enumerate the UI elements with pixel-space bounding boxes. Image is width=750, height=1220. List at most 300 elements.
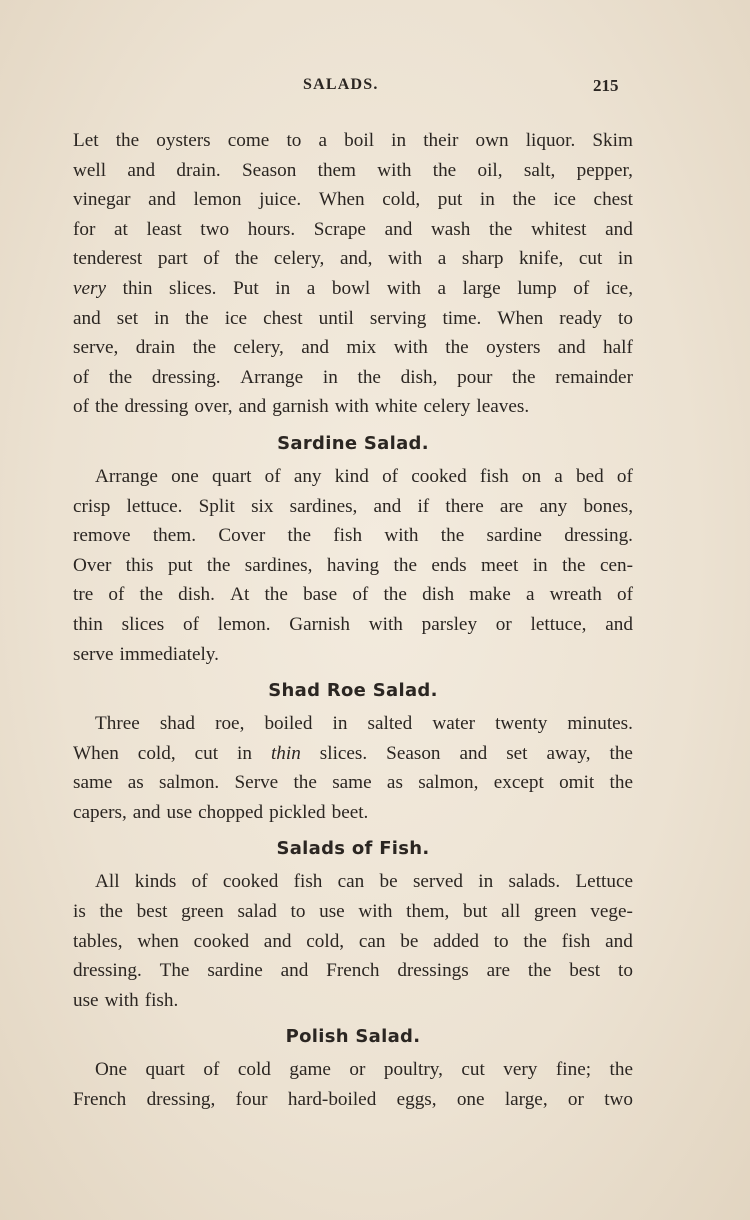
word: the	[527, 960, 552, 982]
word: as	[386, 772, 403, 794]
word: French	[73, 1089, 127, 1111]
text-line	[73, 709, 633, 739]
text-line	[73, 521, 633, 551]
word: dressing	[124, 396, 189, 418]
word: same	[332, 772, 372, 794]
word: chest	[263, 307, 303, 329]
section-heading-shad-roe-salad: Shad Roe Salad.	[268, 680, 438, 702]
word: come	[227, 130, 270, 151]
word: slices	[121, 613, 165, 635]
word: own	[475, 130, 509, 151]
word: fine;	[555, 1059, 592, 1081]
word: put	[437, 189, 463, 211]
word: having	[326, 554, 380, 576]
word: of	[203, 1059, 220, 1081]
word: juice.	[259, 189, 302, 211]
word: Lettuce	[575, 871, 633, 893]
text-line	[73, 610, 633, 640]
word: is	[73, 901, 86, 923]
word: quart	[211, 465, 252, 487]
word: whitest	[531, 218, 587, 240]
word: bed	[575, 465, 604, 487]
section-heading-salads-of-fish: Salads of Fish.	[276, 838, 430, 860]
text-line	[73, 580, 633, 610]
word: Arrange	[240, 366, 304, 388]
word: the	[293, 772, 317, 794]
word: Let	[73, 130, 99, 151]
word: of	[617, 584, 633, 606]
word: any	[293, 465, 322, 487]
word: and	[127, 159, 156, 181]
word: At	[230, 584, 250, 606]
text-line	[73, 798, 633, 828]
word: Put	[233, 277, 259, 299]
word: cooked	[411, 465, 467, 487]
word: the	[264, 584, 288, 606]
word: the	[99, 901, 123, 923]
word: the	[108, 366, 133, 388]
word: until	[318, 307, 354, 329]
word: added	[433, 930, 479, 952]
word: of	[352, 584, 369, 606]
word: knife,	[519, 248, 564, 270]
word: the	[489, 218, 513, 240]
word: a	[525, 584, 535, 606]
word: six	[251, 495, 274, 517]
word: in	[478, 871, 494, 893]
word: with	[388, 248, 423, 270]
word: omit	[559, 772, 595, 794]
word: of	[573, 277, 590, 299]
word: shad	[159, 713, 195, 735]
word: tre	[73, 584, 94, 606]
text-line	[73, 156, 633, 186]
word: slices.	[169, 277, 217, 299]
word: Season	[241, 159, 297, 181]
word: and	[459, 742, 488, 764]
text-line	[73, 640, 633, 670]
word: salads.	[508, 871, 561, 893]
word: Over	[73, 554, 112, 576]
word: very	[73, 277, 107, 299]
word: wash	[430, 218, 471, 240]
word: to	[493, 930, 509, 952]
word: dressing.	[73, 960, 142, 982]
word: served	[412, 871, 464, 893]
word: vinegar	[73, 189, 131, 211]
word: and	[384, 218, 413, 240]
word: Garnish	[289, 613, 350, 635]
text-line	[73, 1055, 633, 1085]
word: away,	[546, 742, 591, 764]
word: them.	[152, 525, 197, 547]
word: When	[73, 742, 119, 764]
word: When	[497, 307, 544, 329]
word: their	[423, 130, 459, 151]
word: to	[286, 130, 302, 151]
word: best	[136, 901, 168, 923]
text-line	[73, 462, 633, 492]
word: the	[393, 554, 417, 576]
word: in	[391, 130, 407, 151]
word: celery,	[233, 337, 284, 359]
page-body	[73, 126, 633, 1115]
word: the	[609, 742, 633, 764]
word: immediately.	[119, 643, 219, 665]
word: with	[334, 396, 369, 418]
word: serve	[73, 643, 114, 665]
word: and	[280, 960, 309, 982]
word: cut	[194, 742, 219, 764]
word: kinds	[134, 871, 177, 893]
word: tenderest	[73, 248, 143, 270]
word: water	[432, 713, 475, 735]
word: and	[132, 801, 161, 823]
word: the	[192, 337, 217, 359]
word: as	[127, 772, 144, 794]
word: the	[440, 525, 465, 547]
word: sharp	[461, 248, 504, 270]
word: in	[532, 554, 548, 576]
word: if	[417, 495, 430, 517]
word: the	[287, 525, 311, 547]
word: two	[200, 218, 230, 240]
word: with	[358, 901, 393, 923]
word: the	[609, 1059, 633, 1081]
text-line	[73, 244, 633, 274]
word: poultry,	[383, 1059, 443, 1081]
word: celery,	[273, 248, 325, 270]
word: of	[73, 396, 89, 418]
word: ice	[224, 307, 248, 329]
word: any	[539, 495, 568, 517]
word: and	[373, 495, 402, 517]
word: Skim	[592, 130, 633, 151]
word: fish	[561, 930, 591, 952]
word: boil	[344, 130, 375, 151]
word: beet.	[331, 801, 369, 823]
word: set	[506, 742, 528, 764]
word: lemon	[193, 189, 242, 211]
word: kind	[334, 465, 369, 487]
text-line	[73, 185, 633, 215]
text-line	[73, 897, 633, 927]
text-line	[73, 126, 633, 156]
word: serve,	[73, 337, 119, 359]
word: sardines,	[244, 554, 313, 576]
word: oysters	[486, 337, 541, 359]
word: two	[604, 1089, 633, 1111]
word: best	[569, 960, 601, 982]
word: boiled	[264, 713, 313, 735]
word: vege-	[590, 901, 633, 923]
word: Split	[198, 495, 235, 517]
word: oil,	[477, 159, 503, 181]
word: well	[73, 159, 107, 181]
word: hard-boiled	[287, 1089, 377, 1111]
word: thin	[73, 613, 103, 635]
word: time.	[442, 307, 482, 329]
word: can	[358, 930, 386, 952]
word: are	[486, 960, 511, 982]
word: dish	[422, 584, 455, 606]
word: very	[503, 1059, 538, 1081]
word: use	[319, 901, 345, 923]
word: drain	[135, 337, 176, 359]
word: chest	[593, 189, 633, 211]
word: remove	[73, 525, 131, 547]
word: cut	[578, 248, 603, 270]
word: roe,	[215, 713, 245, 735]
word: Scrape	[313, 218, 366, 240]
word: same	[73, 772, 113, 794]
running-title: SALADS.	[303, 76, 379, 93]
word: dressing.	[151, 366, 221, 388]
word: lettuce,	[530, 613, 587, 635]
word: the	[432, 159, 457, 181]
word: Season	[386, 742, 441, 764]
word: the	[115, 130, 140, 151]
word: use	[166, 801, 193, 823]
word: on	[521, 465, 542, 487]
text-line	[73, 551, 633, 581]
word: in	[237, 742, 252, 764]
word: the	[139, 584, 163, 606]
word: dish,	[400, 366, 438, 388]
paragraph-polish-salad	[73, 1055, 633, 1114]
word: Serve	[234, 772, 279, 794]
word: one	[171, 465, 199, 487]
word: hours.	[247, 218, 296, 240]
word: cold,	[382, 189, 421, 211]
word: All	[95, 871, 120, 893]
word: can	[337, 871, 365, 893]
word: the	[234, 248, 259, 270]
word: cold	[237, 1059, 271, 1081]
word: half	[603, 337, 633, 359]
word: and	[605, 613, 633, 635]
word: the	[562, 554, 586, 576]
word: the	[609, 772, 633, 794]
word: ready	[559, 307, 602, 329]
text-line	[73, 1085, 633, 1115]
word: salmon.	[158, 772, 220, 794]
word: to	[617, 960, 633, 982]
word: be	[379, 871, 398, 893]
word: and	[148, 189, 176, 211]
text-line	[73, 363, 633, 393]
word: four	[235, 1089, 268, 1111]
word: part	[157, 248, 188, 270]
paragraph-salads-of-fish	[73, 867, 633, 1015]
word: salt,	[523, 159, 556, 181]
word: sardine	[486, 525, 542, 547]
word: in	[154, 307, 170, 329]
word: for	[73, 218, 96, 240]
word: lettuce.	[126, 495, 183, 517]
word: the	[512, 366, 536, 388]
word: thin	[270, 742, 301, 764]
word: of	[108, 584, 125, 606]
word: serving	[369, 307, 427, 329]
section-heading-sardine-salad: Sardine Salad.	[277, 432, 429, 454]
word: fish	[293, 871, 323, 893]
word: of	[183, 613, 199, 635]
word: in	[479, 189, 495, 211]
paragraph-shad-roe-salad	[73, 709, 633, 827]
word: put	[167, 554, 193, 576]
word: least	[146, 218, 182, 240]
word: and	[557, 337, 586, 359]
text-line	[73, 956, 633, 986]
word: the	[512, 189, 536, 211]
word: of	[191, 871, 208, 893]
word: minutes.	[567, 713, 633, 735]
word: them	[317, 159, 356, 181]
word: to	[617, 307, 633, 329]
text-line	[73, 986, 633, 1016]
word: pepper,	[576, 159, 633, 181]
word: of	[73, 366, 89, 388]
word: remainder	[555, 366, 633, 388]
word: in	[275, 277, 291, 299]
word: twenty	[495, 713, 548, 735]
word: to	[290, 901, 306, 923]
word: base	[303, 584, 338, 606]
word: but	[462, 901, 488, 923]
word: capers,	[73, 801, 127, 823]
word: cooked	[222, 871, 279, 893]
word: green	[534, 901, 577, 923]
word: salmon,	[418, 772, 479, 794]
word: dressing.	[564, 525, 633, 547]
word: cen-	[599, 554, 633, 576]
word: of	[616, 465, 633, 487]
word: When	[318, 189, 365, 211]
text-line	[73, 392, 633, 422]
word: dressing,	[146, 1089, 216, 1111]
word: bowl	[331, 277, 371, 299]
word: cut	[461, 1059, 485, 1081]
word: in	[322, 366, 338, 388]
word: of	[382, 465, 399, 487]
word: leaves.	[476, 396, 530, 418]
word: in	[617, 248, 633, 270]
paragraph-oysters	[73, 126, 633, 422]
word: when	[137, 930, 179, 952]
word: ends	[431, 554, 467, 576]
word: the	[445, 337, 469, 359]
word: set	[116, 307, 139, 329]
word: and	[605, 218, 633, 240]
word: with	[368, 613, 403, 635]
word: thin	[122, 277, 153, 299]
word: except	[493, 772, 544, 794]
word: a	[554, 465, 563, 487]
word: celery	[423, 396, 471, 418]
word: cold,	[306, 930, 345, 952]
word: quart	[145, 1059, 185, 1081]
word: lump	[517, 277, 557, 299]
text-line	[73, 927, 633, 957]
word: pour	[457, 366, 493, 388]
word: and	[263, 930, 292, 952]
word: cooked	[193, 930, 250, 952]
word: large	[462, 277, 501, 299]
word: are	[499, 495, 524, 517]
word: dressings	[397, 960, 469, 982]
word: with	[104, 989, 139, 1011]
text-line	[73, 333, 633, 363]
word: of	[203, 248, 220, 270]
word: sardine	[207, 960, 263, 982]
word: salted	[367, 713, 413, 735]
word: the	[206, 554, 231, 576]
word: with	[377, 159, 412, 181]
word: white	[374, 396, 418, 418]
word: with	[384, 525, 419, 547]
word: ice	[553, 189, 576, 211]
word: fish	[333, 525, 363, 547]
word: game	[289, 1059, 331, 1081]
word: green	[181, 901, 224, 923]
word: at	[114, 218, 128, 240]
word: and	[301, 337, 329, 359]
word: parsley	[421, 613, 478, 635]
word: over,	[194, 396, 233, 418]
word: and	[73, 307, 101, 329]
word: drain.	[176, 159, 221, 181]
word: salad	[237, 901, 277, 923]
word: One	[95, 1059, 127, 1081]
word: the	[357, 366, 381, 388]
word: in	[332, 713, 348, 735]
text-line	[73, 739, 633, 769]
word: a	[318, 130, 328, 151]
word: a	[437, 248, 447, 270]
word: make	[469, 584, 511, 606]
word: and	[238, 396, 267, 418]
text-line	[73, 492, 633, 522]
word: garnish	[272, 396, 329, 418]
word: with	[386, 277, 421, 299]
word: or	[495, 613, 512, 635]
text-line	[73, 768, 633, 798]
word: meet	[480, 554, 519, 576]
paragraph-sardine-salad	[73, 462, 633, 669]
word: there	[445, 495, 484, 517]
word: a	[437, 277, 447, 299]
word: and	[605, 930, 633, 952]
word: all	[501, 901, 521, 923]
word: crisp	[73, 495, 111, 517]
text-line	[73, 304, 633, 334]
word: the	[523, 930, 547, 952]
word: of	[264, 465, 281, 487]
word: The	[159, 960, 190, 982]
running-head	[0, 76, 750, 100]
word: cold,	[137, 742, 176, 764]
text-line	[73, 867, 633, 897]
word: one	[456, 1089, 485, 1111]
word: the	[383, 584, 407, 606]
page-number: 215	[593, 76, 619, 95]
word: French	[326, 960, 380, 982]
word: dish.	[178, 584, 215, 606]
word: bones,	[583, 495, 633, 517]
section-heading-polish-salad: Polish Salad.	[285, 1026, 421, 1048]
word: Three	[95, 713, 140, 735]
